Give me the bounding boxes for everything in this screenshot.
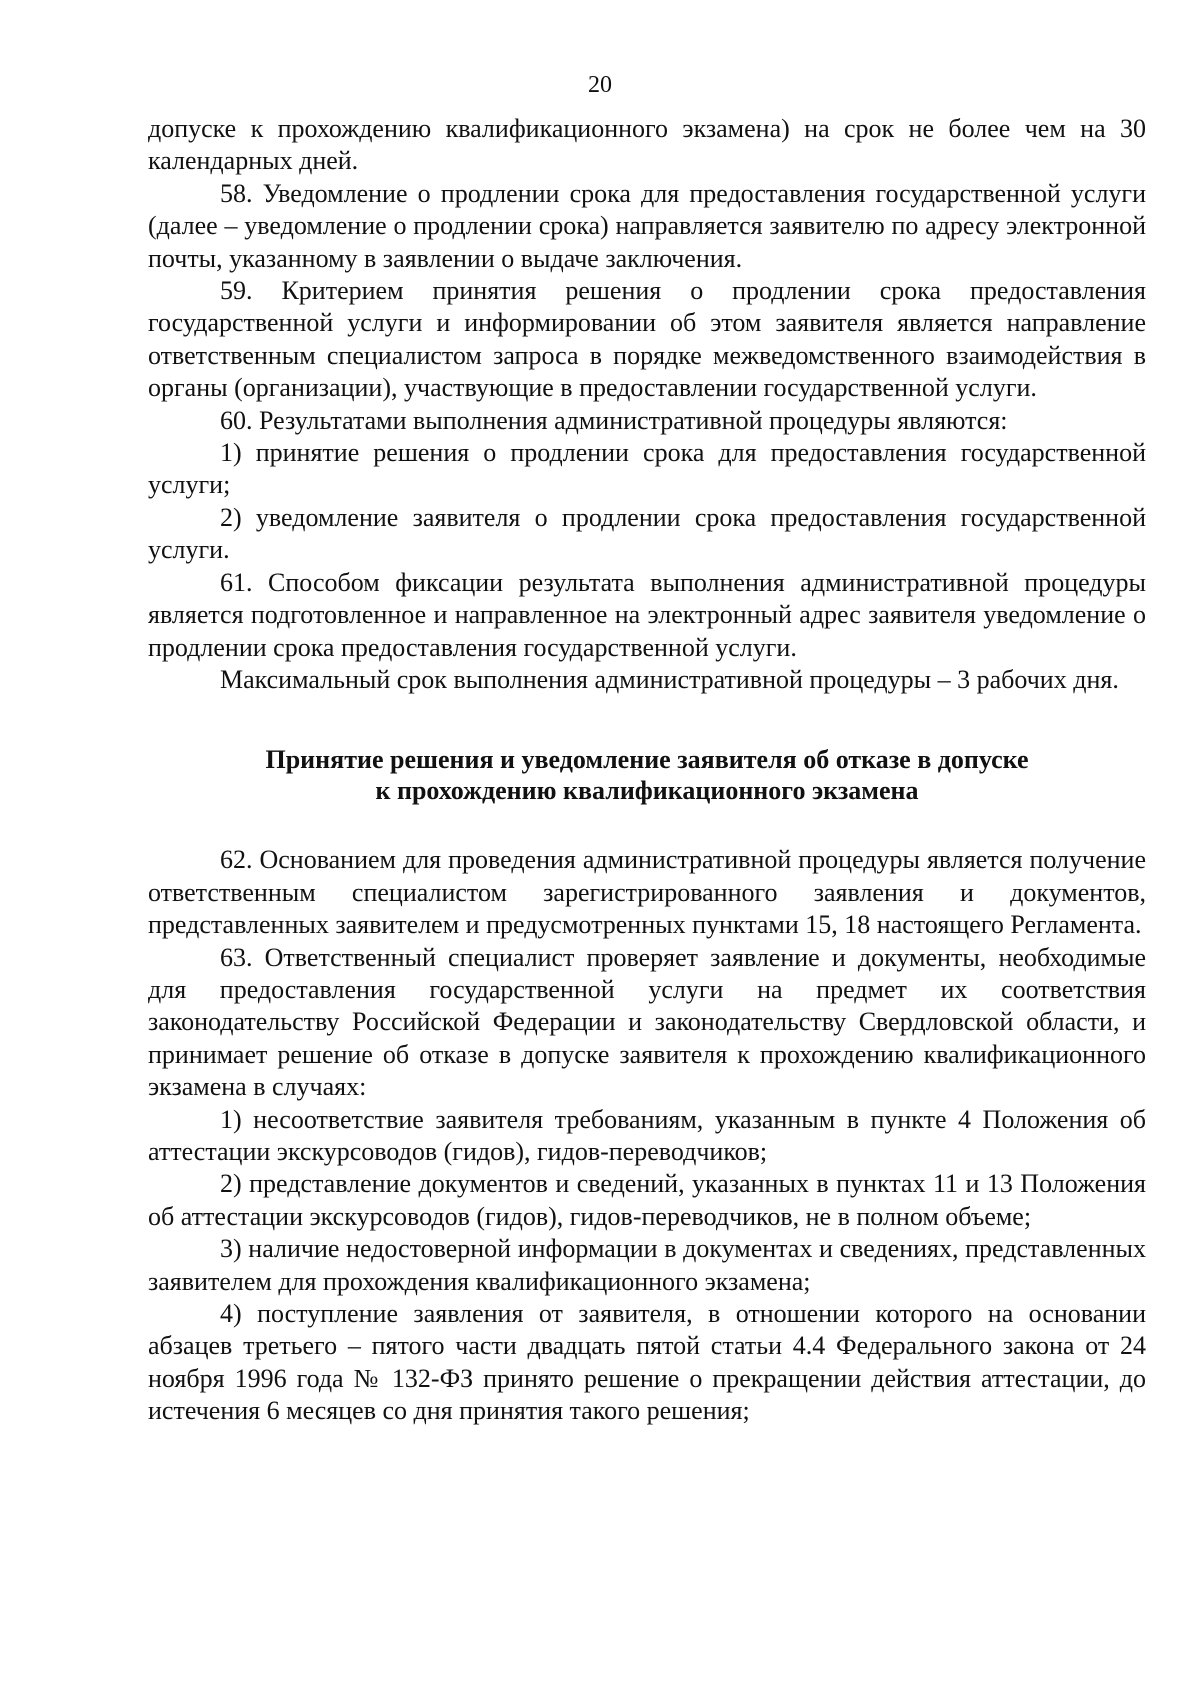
paragraph: 63. Ответственный специалист проверяет заявление и документы, необходимые для предоставления государственной услуги на предмет их соответствия законодательству Российской Федерации и законодательству Свердловской области, и принимает решение об отказе в допуске заявителя к прохождению квалификационного экзамена в случаях: bbox=[148, 942, 1146, 1102]
section-after-heading bbox=[148, 844, 1146, 1427]
paragraph: 59. Критерием принятия решения о продлении срока предоставления государственной услуги и информировании об этом заявителя является направление ответственным специалистом запроса в порядке межведомственного взаимодействия в органы (организации), участвующие в предоставлении государственной услуги. bbox=[148, 276, 1146, 403]
page-number: 20 bbox=[588, 72, 612, 98]
paragraph: 2) представление документов и сведений, указанных в пунктах 11 и 13 Положения об аттестации экскурсоводов (гидов), гидов-переводчиков, не в полном объеме; bbox=[148, 1169, 1146, 1231]
paragraph: 58. Уведомление о продлении срока для предоставления государственной услуги (далее – уведомление о продлении срока) направляется заявителю по адресу электронной почты, указанному в заявлении о выдаче заключения. bbox=[148, 178, 1146, 273]
section-heading-line-2: к прохождению квалификационного экзамена bbox=[375, 776, 919, 806]
paragraph: 3) наличие недостоверной информации в документах и сведениях, представленных заявителем для прохождения квалификационного экзамена; bbox=[148, 1234, 1146, 1296]
section-heading-line-1: Принятие решения и уведомление заявителя об отказе в допуске bbox=[265, 745, 1029, 775]
paragraph: 62. Основанием для проведения административной процедуры является получение ответственным специалистом зарегистрированного заявления и документов, представленных заявителем и предусмотренных пунктами 15, 18 настоящего Регламента. bbox=[148, 845, 1146, 940]
paragraph: 1) принятие решения о продлении срока для предоставления государственной услуги; bbox=[148, 438, 1146, 500]
document-body bbox=[148, 113, 1146, 1428]
paragraph: 60. Результатами выполнения административной процедуры являются: bbox=[220, 405, 1008, 435]
paragraph: 1) несоответствие заявителя требованиям, указанным в пункте 4 Положения об аттестации экскурсоводов (гидов), гидов-переводчиков; bbox=[148, 1104, 1146, 1166]
section-heading bbox=[148, 744, 1146, 806]
paragraph: допуске к прохождению квалификационного экзамена) на срок не более чем на 30 календарных дней. bbox=[148, 114, 1146, 176]
paragraph: Максимальный срок выполнения административной процедуры – 3 рабочих дня. bbox=[220, 664, 1119, 694]
paragraph: 2) уведомление заявителя о продлении срока предоставления государственной услуги. bbox=[148, 502, 1146, 565]
section-before-heading bbox=[148, 113, 1146, 696]
paragraph: 4) поступление заявления от заявителя, в отношении которого на основании абзацев третьего – пятого части двадцать пятой статьи 4.4 Федерального закона от 24 ноября 1996 года № 132-ФЗ принято решение о прекращении действия аттестации, до истечения 6 месяцев со дня принятия такого решения; bbox=[148, 1299, 1146, 1426]
paragraph: 61. Способом фиксации результата выполнения административной процедуры является подготовленное и направленное на электронный адрес заявителя уведомление о продлении срока предоставления государственной услуги. bbox=[148, 567, 1146, 662]
